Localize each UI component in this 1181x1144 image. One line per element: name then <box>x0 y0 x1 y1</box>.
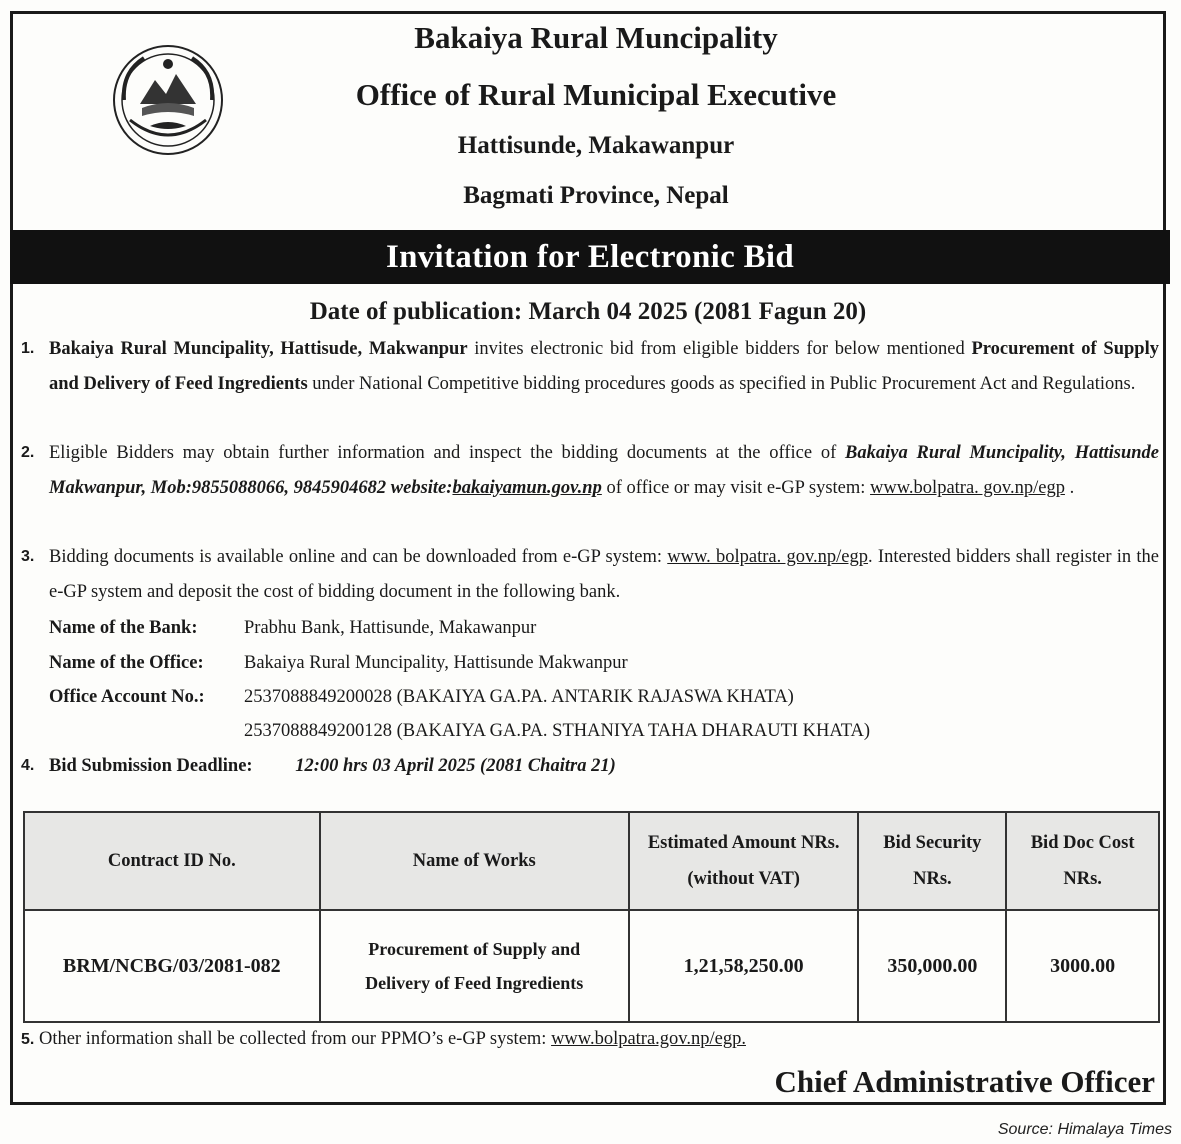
security-header <box>858 812 1006 910</box>
egp-link[interactable]: www. bolpatra. gov.np/egp <box>667 547 869 567</box>
doc-cost-cell: 3000.00 <box>1006 910 1159 1022</box>
clause-number: 2. <box>21 444 35 461</box>
office-location: Hattisunde, Makawanpur <box>457 132 735 159</box>
doc-cost-header-line-1: Bid Doc Cost <box>1030 833 1135 853</box>
clause-number: 3. <box>21 548 35 565</box>
clause-1-text-2: under National Competitive bidding procedures goods as specified in Public Procurement Act and Regulations. <box>307 373 1136 394</box>
clause-1-text-1: invites electronic bid from eligible bidders for below mentioned <box>467 339 972 359</box>
publication-date: Date of publication: March 04 2025 (2081 Fagun 20) <box>309 298 867 325</box>
notice-header <box>13 14 1163 230</box>
works-header: Name of Works <box>320 812 629 910</box>
works-line-2: Delivery of Feed Ingredients <box>365 973 584 993</box>
notice-title-banner: Invitation for Electronic Bid <box>10 230 1170 284</box>
clause-1 <box>21 332 1159 401</box>
clause-number: 4. <box>21 757 35 774</box>
bank-name-label: Name of the Bank: <box>49 618 198 638</box>
clause-5 <box>21 1029 746 1050</box>
clause-1-bold-2: Procurement of Supply and Delivery of Feed Ingredients <box>49 339 1159 394</box>
clause-2-text-3: . <box>1064 477 1075 498</box>
clause-3 <box>21 540 1159 609</box>
deadline-value: 12:00 hrs 03 April 2025 (2081 Chaitra 21) <box>295 756 616 776</box>
clause-number: 1. <box>21 340 35 357</box>
clause-number: 5. <box>21 1031 35 1048</box>
source-credit: Source: Himalaya Times <box>997 1121 1172 1138</box>
contract-id-cell: BRM/NCBG/03/2081-082 <box>24 910 320 1022</box>
municipality-name: Bakaiya Rural Muncipality <box>414 20 778 55</box>
province-country: Bagmati Province, Nepal <box>463 182 729 209</box>
security-header-line-1: Bid Security <box>883 833 982 853</box>
municipality-website-link[interactable]: bakaiyamun.gov.np <box>452 477 602 498</box>
doc-cost-header-line-2: NRs. <box>1063 869 1102 889</box>
bank-name-value: Prabhu Bank, Hattisunde, Makawanpur <box>244 618 537 638</box>
works-cell <box>320 910 629 1022</box>
clause-3-text-2: . Interested bidders shall register in the e-GP system and deposit the cost of bidding document in the following bank. <box>49 547 1159 602</box>
deadline-label: Bid Submission Deadline: <box>49 756 253 776</box>
security-header-line-2: NRs. <box>913 869 952 889</box>
account-number-1: 2537088849200028 (BAKAIYA GA.PA. ANTARIK RAJASWA KHATA) <box>244 687 794 707</box>
amount-header-line-1: Estimated Amount NRs. <box>647 833 840 853</box>
office-name: Office of Rural Municipal Executive <box>355 77 837 112</box>
clause-2 <box>21 436 1159 505</box>
egp-link[interactable]: www.bolpatra. gov.np/egp <box>870 477 1065 498</box>
account-label: Office Account No.: <box>49 687 205 707</box>
account-number-2: 2537088849200128 (BAKAIYA GA.PA. STHANIYA TAHA DHARAUTI KHATA) <box>244 721 871 741</box>
amount-header <box>629 812 859 910</box>
clause-2-contact: Bakaiya Rural Muncipality, Hattisunde Makwanpur, Mob:9855088066, 9845904682 website: <box>49 443 1159 498</box>
contract-id-header: Contract ID No. <box>24 812 320 910</box>
amount-cell: 1,21,58,250.00 <box>629 910 859 1022</box>
amount-header-line-2: (without VAT) <box>687 869 800 889</box>
office-name-value: Bakaiya Rural Muncipality, Hattisunde Makwanpur <box>244 653 628 673</box>
table-header-row <box>24 812 1159 910</box>
doc-cost-header <box>1006 812 1159 910</box>
clause-5-text: Other information shall be collected from our PPMO’s e-GP system: <box>34 1029 552 1049</box>
table-row <box>24 910 1159 1022</box>
clause-2-text-1: Eligible Bidders may obtain further information and inspect the bidding documents at the office of <box>49 443 846 463</box>
bid-table <box>23 811 1160 1023</box>
clause-1-bold-1: Bakaiya Rural Muncipality, Hattisude, Makwanpur <box>49 339 468 359</box>
notice-frame <box>10 11 1166 1105</box>
security-cell: 350,000.00 <box>858 910 1006 1022</box>
office-name-label: Name of the Office: <box>49 653 204 673</box>
clause-3-text-1: Bidding documents is available online and can be downloaded from e-GP system: <box>49 547 668 567</box>
egp-link[interactable]: www.bolpatra.gov.np/egp. <box>551 1029 746 1049</box>
clause-4 <box>21 749 1159 784</box>
clause-2-text-2: of office or may visit e-GP system: <box>601 477 871 498</box>
works-line-1: Procurement of Supply and <box>368 939 581 959</box>
signatory-title: Chief Administrative Officer <box>774 1064 1155 1099</box>
